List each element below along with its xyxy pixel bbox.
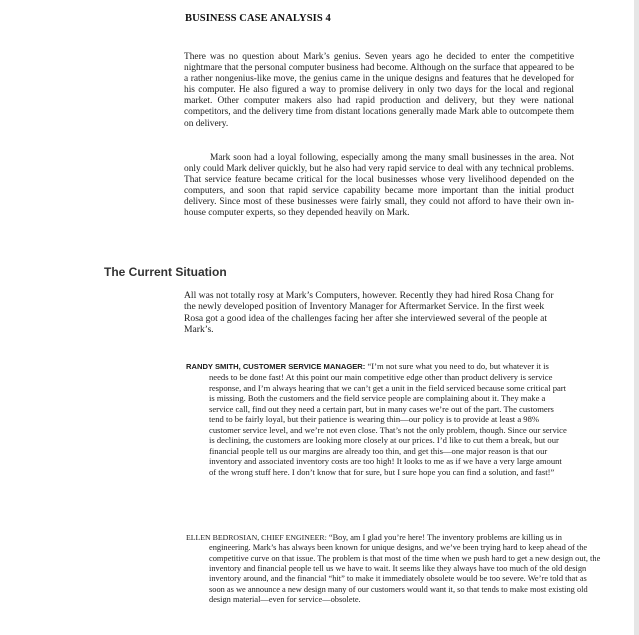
quote-ellen-bedrosian [186,533,601,605]
quote-text: “I’m not sure what you need to do, but whatever it is needs to be done fast! At this point our main competitive edge other than product delivery is service response, and I’m always hearing that we can’t get a unit in the field serviced because some critical part is missing. Both the customers and the field service people are complaining about it. They make a service call, find out they need a certain part, but in many cases we’re out of the part. The customers tend to be fairly loyal, but their patience is wearing thin—our policy is to provide at least a 98% customer service level, and we’re not even close. That’s not the only problem, though. Since our service is declining, the customers are looking more closely at our prices. I’d like to cut them a break, but our financial people tell us our margins are already too thin, and get this—one major reason is that our inventory and associated inventory costs are too high! It looks to me as if we have a very large amount of the wrong stuff here. I don’t know that for sure, but I sure hope you can find a solution, and fast!” [209,361,567,477]
current-situation-paragraph: All was not totally rosy at Mark’s Computers, however. Recently they had hired Rosa Chang for the newly developed position of Inventory Manager for Aftermarket Service. In the first week Rosa got a good idea of the challenges facing her after she interviewed several of the people at Mark’s. [184,290,554,336]
page-edge-bar [634,0,639,635]
intro-paragraph-2: Mark soon had a loyal following, especially among the many small businesses in the area. Not only could Mark deliver quickly, but he also had very rapid service to deal with any technical problems. That service feature became critical for the local businesses whose very livelihood depended on the computers, and soon that rapid service capability became more important than the initial product delivery. Since most of these businesses were fairly small, they could not afford to have their own in-house computer experts, so they depended heavily on Mark. [184,153,574,219]
running-header: BUSINESS CASE ANALYSIS 4 [185,13,331,24]
section-heading: The Current Situation [104,265,227,279]
quote-text: “Boy, am I glad you’re here! The inventory problems are killing us in engineering. Mark’s has always been known for unique designs, and we’ve been trying hard to keep ahead of the competitive curve on that issue. The problem is that most of the time when we push hard to get a new design out, the inventory and financial people tell us we have to wait. It seems like they always have too much of the old design inventory around, and the financial “hit” to make it immediately obsolete would be too severe. We’re told that as soon as we announce a new design many of our customers would want it, so that tends to make most existing old design material—even for service—obsolete. [209,533,601,605]
quote-speaker: RANDY SMITH, CUSTOMER SERVICE MANAGER: [186,362,366,371]
quote-randy-smith [186,361,569,477]
quote-speaker: ELLEN BEDROSIAN, CHIEF ENGINEER: [186,533,327,542]
intro-paragraph-1: There was no question about Mark’s genius. Seven years ago he decided to enter the competitive nightmare that the personal computer business had become. Although on the surface that appeared to be a rather nongenius-like move, the genius came in the unique designs and features that he developed for his computer. He also figured a way to promise delivery in only two days for the local and regional market. Other computer makers also had rapid production and delivery, but they were national competitors, and the delivery time from distant locations generally made Mark able to outcompete them on delivery. [184,52,574,129]
